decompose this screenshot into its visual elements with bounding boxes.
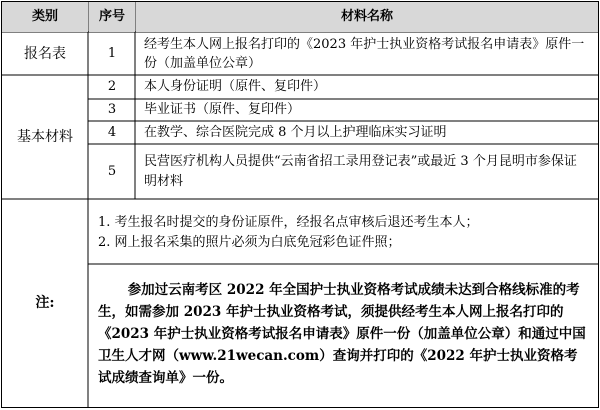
material-3-text: 毕业证书（原件、复印件） [144, 102, 301, 117]
header-material: 材料名称 [136, 2, 598, 32]
row-number-2: 2 [107, 79, 117, 94]
material-4 [136, 121, 598, 144]
row-number-4: 4 [107, 124, 117, 140]
note-label: 注: [35, 295, 55, 311]
category-basic-materials: 基本材料 [17, 129, 73, 145]
material-5 [136, 144, 598, 199]
row-number-5: 5 [107, 163, 117, 179]
note-paragraph: 参加过云南考区 2022 年全国护士执业资格考试成绩未达到合格线标准的考生，如需参加 2023 年护士执业资格考试，须提供经考生本人网上报名打印的《2023 年护士执业资格考试报名申请表》原件一份（加盖单位公章）和通过中国卫生人才网（www.21wecan.com）查询并打印的《2022 年护士执业资格考试成绩查询单》一份。 [98, 282, 586, 386]
material-2 [136, 75, 598, 99]
header-number: 序号 [89, 2, 135, 32]
header-category: 类别 [2, 2, 88, 32]
material-2-text: 本人身份证明（原件、复印件） [144, 79, 327, 94]
note-line-1: 1. 考生报名时提交的身份证原件，经报名点审核后退还考生本人； [98, 215, 479, 230]
row-number-3: 3 [107, 102, 117, 117]
note-list [98, 213, 588, 253]
category-registration-form: 报名表 [24, 45, 66, 62]
material-3 [136, 99, 598, 121]
row-number-1: 1 [107, 45, 117, 61]
material-1 [136, 32, 598, 75]
material-4-text: 在教学、综合医院完成 8 个月以上护理临床实习证明 [144, 124, 447, 140]
note-line-2: 2. 网上报名采集的照片必须为白底免冠彩色证件照； [98, 235, 401, 250]
material-5-text: 民营医疗机构人员提供“云南省招工录用登记表”或最近 3 个月昆明市参保证明材料 [144, 153, 577, 189]
material-1-text: 经考生本人网上报名打印的《2023 年护士执业资格考试报名申请表》原件一份（加盖单位公章） [144, 36, 585, 71]
